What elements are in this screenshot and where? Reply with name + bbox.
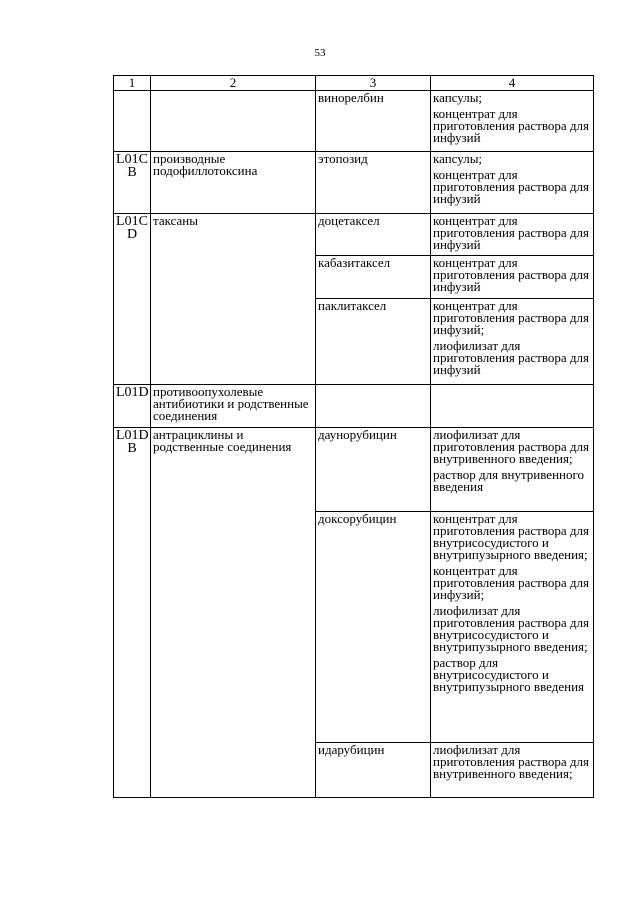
table-row (114, 428, 594, 512)
atc-code-cell: L01C B (114, 152, 151, 214)
drug-name-cell: доцетаксел (316, 214, 431, 256)
header-col-4: 4 (431, 76, 594, 91)
drug-name-cell: даунорубицин (316, 428, 431, 512)
dosage-form: лиофилизат для приготовления раствора для инфузий (433, 338, 589, 377)
drug-name-cell: винорелбин (316, 91, 431, 152)
header-col-3: 3 (316, 76, 431, 91)
dosage-forms-cell (431, 299, 594, 385)
dosage-form: концентрат для приготовления раствора для внутрисосудистого и внутрипузырного введения; (433, 511, 589, 562)
dosage-forms-cell (431, 743, 594, 798)
drug-name-cell: паклитаксел (316, 299, 431, 385)
dosage-form: лиофилизат для приготовления раствора для внутрисосудистого и внутрипузырного введения; (433, 603, 589, 654)
table-header-row (114, 76, 594, 91)
atc-code-cell: L01C D (114, 214, 151, 385)
drug-name-cell: этопозид (316, 152, 431, 214)
drug-name-cell (316, 385, 431, 428)
dosage-forms-cell (431, 512, 594, 743)
table-row (114, 91, 594, 152)
atc-code-cell: L01D (114, 385, 151, 428)
atc-code-cell (114, 91, 151, 152)
atc-code-cell: L01D B (114, 428, 151, 798)
dosage-form: раствор для внутривенного введения (433, 467, 584, 494)
dosage-form: капсулы; (433, 90, 483, 105)
header-col-1: 1 (114, 76, 151, 91)
dosage-form: капсулы; (433, 151, 483, 166)
dosage-form: концентрат для приготовления раствора для инфузий (433, 167, 589, 206)
dosage-forms-cell (431, 385, 594, 428)
dosage-form: концентрат для приготовления раствора для инфузий (433, 213, 589, 252)
dosage-form: раствор для внутрисосудистого и внутрипузырного введения (433, 655, 585, 694)
dosage-form: концентрат для приготовления раствора для инфузий (433, 106, 589, 145)
table-row (114, 214, 594, 256)
dosage-forms-cell (431, 256, 594, 299)
drug-name-cell: идарубицин (316, 743, 431, 798)
group-cell: производные подофиллотоксина (151, 152, 316, 214)
header-col-2: 2 (151, 76, 316, 91)
group-cell: антрациклины и родственные соединения (151, 428, 316, 798)
dosage-forms-cell (431, 91, 594, 152)
drug-name-cell: кабазитаксел (316, 256, 431, 299)
drug-table (113, 75, 594, 798)
dosage-form: концентрат для приготовления раствора для инфузий; (433, 563, 589, 602)
dosage-form: концентрат для приготовления раствора для инфузий (433, 255, 589, 294)
group-cell: противоопухолевые антибиотики и родственные соединения (151, 385, 316, 428)
dosage-forms-cell (431, 214, 594, 256)
drug-name-cell: доксорубицин (316, 512, 431, 743)
group-cell (151, 91, 316, 152)
dosage-forms-cell (431, 428, 594, 512)
table-row (114, 152, 594, 214)
dosage-forms-cell (431, 152, 594, 214)
dosage-form: концентрат для приготовления раствора для инфузий; (433, 298, 589, 337)
dosage-form: лиофилизат для приготовления раствора для внутривенного введения; (433, 742, 589, 781)
page-number: 53 (314, 47, 326, 59)
table-row (114, 385, 594, 428)
dosage-form: лиофилизат для приготовления раствора для внутривенного введения; (433, 427, 589, 466)
group-cell: таксаны (151, 214, 316, 385)
